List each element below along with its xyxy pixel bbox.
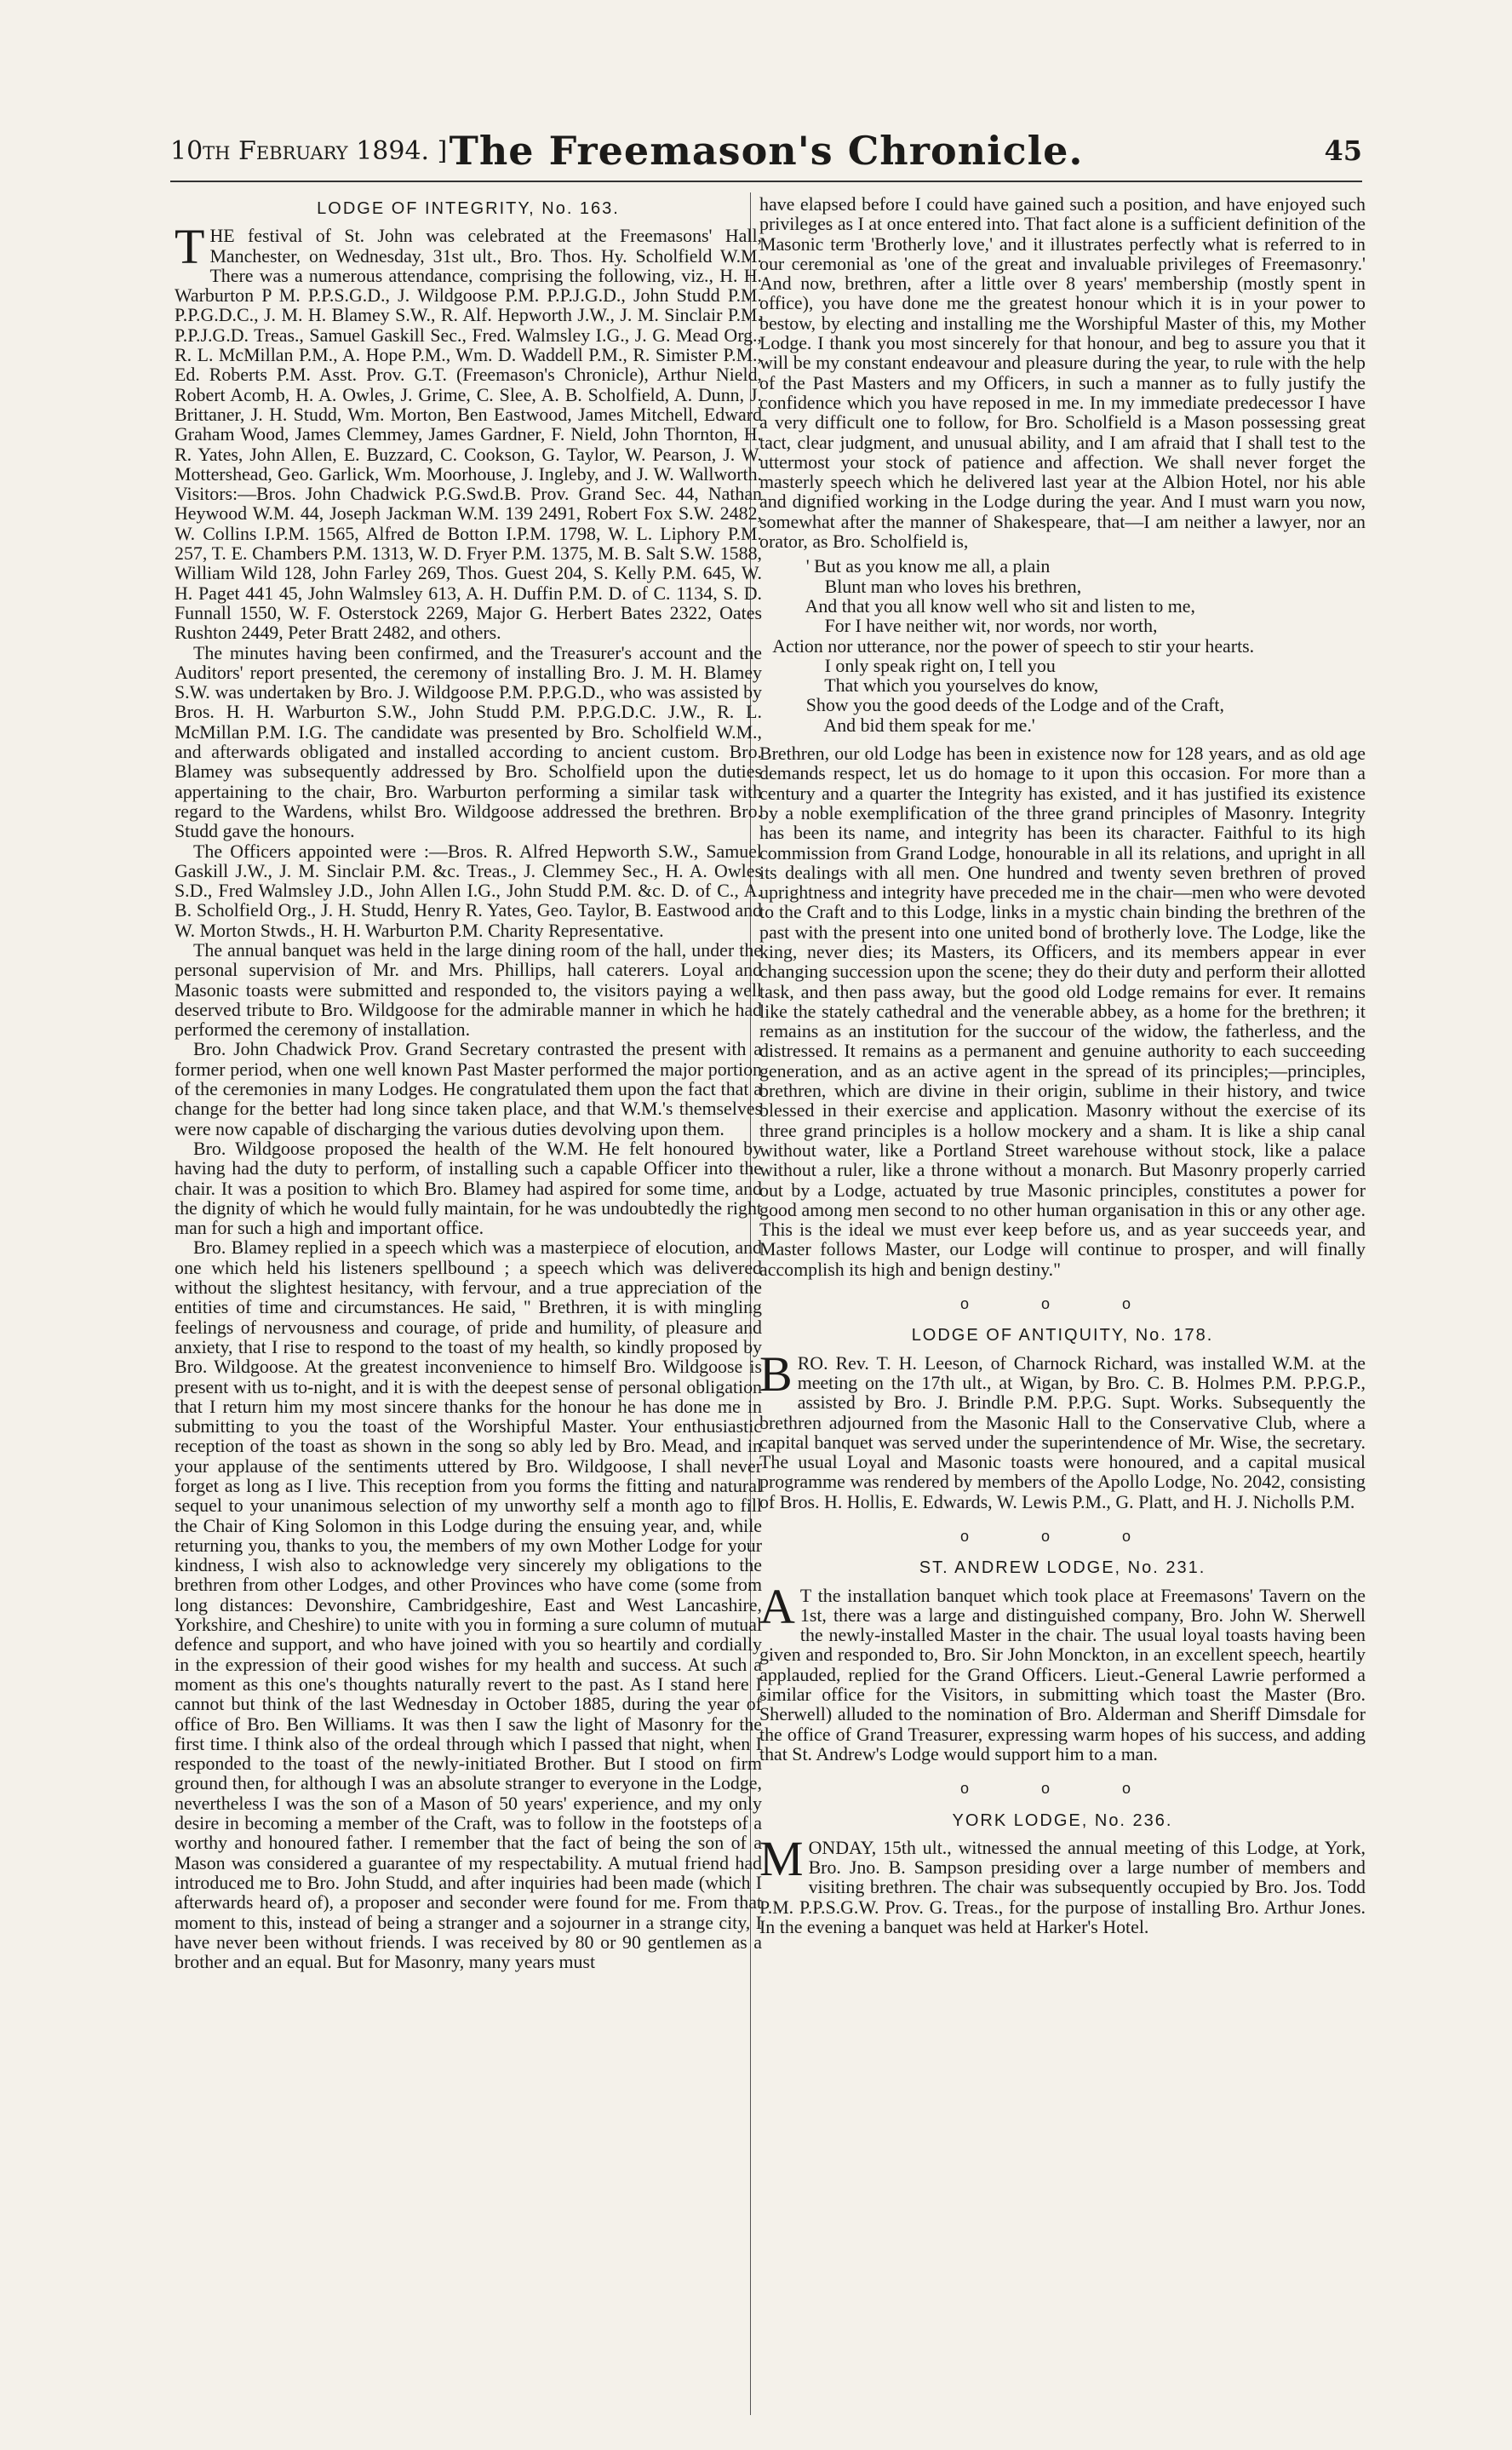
speech-continued: have elapsed before I could have gained such a position, and have enjoyed such privileges as I at once entered into. That fact alone is a sufficient definition of the Masonic term 'Brotherly love,' and it illustrates perfectly what is referred to in our ceremonial as 'one of the great and invaluable privileges of Freemasonry.' And now, brethren, after a little over 8 years' membership (mostly spent in office), you have done me the greatest honour which it is in your power to bestow, by electing and installing me the Worshipful Master of this, my Mother Lodge. I thank you most sincerely for that honour, and beg to assure you that it will be my constant endeavour and pleasure during the year, to rule with the help of the Past Masters and my Officers, in such a manner as to fully justify the confidence which you have reposed in me. In my immediate predecessor I have a very difficult one to follow, for Bro. Scholfield is a Mason possessing great tact, clear judgment, and unusual ability, and I am afraid that I shall test to the uttermost your stock of patience and affection. We shall never forget the masterly speech which he delivered last year at the Albion Hotel, nor his able and dignified working in the Lodge during the year. And I must warn you now, somewhat after the manner of Shakespeare, that—I am neither a lawyer, nor an orator, as Bro. Scholfield is, [759, 194, 1366, 553]
dropcap: T [175, 219, 205, 275]
poem-line: And bid them speak for me.' [759, 714, 1035, 736]
dropcap: B [759, 1345, 793, 1402]
masthead-title: The Freemason's Chronicle. [449, 128, 1084, 174]
antiquity-heading: LODGE OF ANTIQUITY, No. 178. [911, 1326, 1214, 1345]
york-body: MONDAY, 15th ult., witnessed the annual meeting of this Lodge, at York, Bro. Jno. B. Sampson presiding over a large number of members and visiting brethren. The chair was subsequently occupied by Bro. Jos. Todd P.M. P.P.S.G.W. Prov. G. Treas., for the purpose of installing Bro. Arthur Jones. In the evening a banquet was held at Harker's Hotel. [759, 1830, 1366, 1938]
dropcap: A [759, 1578, 795, 1634]
integrity-para-4: The annual banquet was held in the large dining room of the hall, under the personal supervision of Mr. and Mrs. Phillips, hall caterers. Loyal and Masonic toasts were submitted and responded to, the visitors paying a well deserved tribute to Bro. Wildgoose for the admirable manner in which he had performed the ceremony of installation. [175, 938, 762, 1041]
left-column [175, 194, 762, 2425]
poem-line: Blunt man who loves his brethren, [759, 575, 1082, 597]
integrity-para-2: The minutes having been confirmed, and the Treasurer's account and the Auditors' report presented, the ceremony of installing Bro. J. M. H. Blamey S.W. was undertaken by Bro. J. Wildgoose P.M. P.P.G.D., who was assisted by Bros. H. H. Warburton S.W., John Studd P.M. P.P.G.D.C. J.W., R. L. McMillan P.M. I.G. The candidate was presented by Bro. Scholfield W.M., and afterwards obligated and installed according to ancient custom. Bro. Blamey was subsequently addressed by Bro. Scholfield upon the duties appertaining to the chair, Bro. Warburton performing a similar task with regard to the Wardens, whilst Bro. Wildgoose addressed the brethren. Bro. Studd gave the honours. [175, 641, 762, 842]
integrity-para-5: Bro. John Chadwick Prov. Grand Secretary contrasted the present with a former period, when one well known Past Master performed the major portion of the ceremonies in many Lodges. He congratulated them upon the fact that a change for the better had long since taken place, and that W.M.'s themselves were now capable of discharging the various duties devolving upon them. [175, 1038, 762, 1139]
poem-line: That which you yourselves do know, [759, 674, 1099, 697]
poem-line: I only speak right on, I tell you [759, 654, 1056, 676]
section-separator: o o o [959, 1295, 1166, 1313]
header-rule [170, 181, 1362, 182]
antiquity-body: BRO. Rev. T. H. Leeson, of Charnock Richard, was installed W.M. at the meeting on the 17th ult., at Wigan, by Bro. C. B. Holmes P.M. P.P.G.P., assisted by Bro. J. Brindle P.M. P.P.G. Supt. Works. Subsequently the brethren adjourned from the Masonic Hall to the Conservative Club, where a capital banquet was served under the superintendence of Mr. Wise, the secretary. The usual Loyal and Masonic toasts were honoured, and a capital musical programme was rendered by members of the Apollo Lodge, No. 2042, consisting of Bros. H. Hollis, E. Edwards, W. Lewis P.M., G. Platt, and H. J. Nicholls P.M. [759, 1345, 1366, 1512]
issue-date: 10th February 1894. ] [170, 136, 448, 166]
dropcap: M [759, 1830, 804, 1886]
standrew-heading: ST. ANDREW LODGE, No. 231. [919, 1558, 1206, 1578]
section-separator: o o o [959, 1780, 1166, 1798]
standrew-body: A T the installation banquet which took place at Freemasons' Tavern on the 1st, there was a large and distinguished company, Bro. John W. Sherwell the newly-installed Master in the chair. The usual loyal toasts having been given and responded to, Bro. Sir John Monckton, in an excellent speech, heartily applauded, replied for the Grand Officers. Lieut.-General Lawrie performed a similar office for the Visitors, in submitting which toast the Master (Bro. Sherwell) alluded to the nomination of Bro. Alderman and Sheriff Dimsdale for the office of Grand Treasurer, expressing warm hopes of his success, and adding that St. Andrew's Lodge would support him to a man. [759, 1578, 1366, 1764]
poem-line: Action nor utterance, nor the power of speech to stir your hearts. [759, 634, 1255, 657]
section-separator: o o o [959, 1528, 1166, 1545]
poem-line: Show you the good deeds of the Lodge and of the Craft, [759, 694, 1224, 716]
york-heading: YORK LODGE, No. 236. [952, 1810, 1173, 1830]
shakespeare-quote [759, 556, 1366, 735]
integrity-para-1: THE festival of St. John was celebrated at the Freemasons' Hall, Manchester, on Wednesday, 31st ult., Bro. Thos. Hy. Scholfield W.M. There was a numerous attendance, comprising the following, viz., H. H. Warburton P M. P.P.S.G.D., J. Wildgoose P.M. P.P.J.G.D., John Studd P.M. P.P.G.D.C., J. M. H. Blamey S.W., R. Alf. Hepworth J.W., J. M. Sinclair P.M. P.P.J.G.D. Treas., Samuel Gaskill Sec., Fred. Walmsley I.G., J. G. Mead Org., R. L. McMillan P.M., A. Hope P.M., Wm. D. Waddell P.M., R. Simister P.M., Ed. Roberts P.M. Asst. Prov. G.T. (Freemason's Chronicle), Arthur Nield, Robert Acomb, H. A. Owles, J. Grime, C. Slee, A. B. Scholfield, A. Dunn, J. Brittaner, J. H. Studd, Wm. Morton, Ben Eastwood, James Mitchell, Edward Graham Wood, James Clemmey, James Gardner, F. Nield, John Thornton, H. R. Yates, John Allen, E. Buzzard, C. Cookson, G. Taylor, W. Pearson, J. W. Mottershead, Geo. Garlick, Wm. Moorhouse, J. Ingleby, and J. W. Wallworth. Visitors:—Bros. John Chadwick P.G.Swd.B. Prov. Grand Sec. 44, Nathan Heywood W.M. 44, Joseph Jackman W.M. 139 2491, Robert Fox S.W. 2482, W. Collins I.P.M. 1565, Alfred de Botton I.P.M. 1798, W. L. Liphory P.M. 257, T. E. Chambers P.M. 1313, W. D. Fryer P.M. 1375, M. B. Salt S.W. 1588, William Wild 128, John Farley 269, Thos. Guest 204, S. Kelly P.M. 645, W. H. Paget 441 45, John Walmsley 613, A. H. Duffin P.M. D. of C. 1134, S. D. Funnall 1550, W. F. Osterstock 2269, Major G. Herbert Bates 2322, Oates Rushton 2449, Peter Bratt 2482, and others. [175, 219, 762, 644]
poem-line: And that you all know well who sit and listen to me, [759, 594, 1195, 617]
integrity-para-7: Bro. Blamey replied in a speech which was a masterpiece of elocution, and one which held his listeners spellbound ; a speech which was delivered without the slightest hesitancy, with fervour, and a true appreciation of the entities of time and circumstances. He said, " Brethren, it is with mingling feelings of nervousness and courage, of pride and humility, of pleasure and anxiety, that I rise to respond to the toast of my health, so kindly proposed by Bro. Wildgoose. At the greatest inconvenience to himself Bro. Wildgoose is present with us to-night, and it is with the deepest sense of personal obligation that I return him my most sincere thanks for the honour he has done me in submitting to you the toast of the Worshipful Master. Your enthusiastic reception of the toast as shown in the song so ably led by Bro. Mead, and in your applause of the sentiments uttered by Bro. Wildgoose, I shall never forget as long as I live. This reception from you forms the fitting and natural sequel to your unanimous selection of my unworthy self a month ago to fill the Chair of King Solomon in this Lodge during the ensuing year, and, while returning you, thanks to you, the members of my own Mother Lodge for your kindness, I wish also to acknowledge very sincerely my obligations to the brethren from other Lodges, and other Provinces who have come (some from long distances: Devonshire, Cambridgeshire, East and West Lancashire, Yorkshire, and Cheshire) to unite with you in forming a sure column of mutual defence and support, and who have joined with you so heartily and cordially in the expression of their good wishes for my health and success. At such a moment as this one's thoughts naturally revert to the past. As I stand here I cannot but think of the last Wednesday in October 1885, during the year of office of Bro. Ben Williams. It was then I saw the light of Masonry for the first time. I think also of the ordeal through which I passed that night, when I responded to the toast of the newly-initiated Brother. But I stood on firm ground then, for although I was an absolute stranger to everyone in the Lodge, nevertheless I was the son of a Mason of 50 years' experience, and my only desire in becoming a member of the Craft, was to follow in the footsteps of a worthy and honoured father. I remember that the fact of being the son of a Mason was considered a guarantee of my respectability. A mutual friend had introduced me to Bro. John Studd, and after inquiries had been made (which I afterwards heard of), a proposer and seconder were found for me. From that moment to this, instead of being a stranger and a sojourner in a strange city, I have never been without friends. I was received by 80 or 90 gentlemen as a brother and an equal. But for Masonry, many years must [175, 1236, 762, 1973]
integrity-para-3: The Officers appointed were :—Bros. R. Alfred Hepworth S.W., Samuel Gaskill J.W., J. M. Sinclair P.M. &c. Treas., J. Clemmey Sec., H. A. Owles S.D., Fred Walmsley J.D., John Allen I.G., John Studd P.M. &c. D. of C., A. B. Scholfield Org., J. H. Studd, Henry R. Yates, Geo. Taylor, B. Eastwood and W. Morton Stwds., H. H. Warburton P.M. Charity Representative. [175, 840, 762, 941]
integrity-heading: LODGE OF INTEGRITY, No. 163. [317, 199, 620, 218]
poem-line: For I have neither wit, nor words, nor worth, [759, 615, 1158, 637]
right-column [759, 194, 1366, 2425]
integrity-para-6: Bro. Wildgoose proposed the health of the W.M. He felt honoured by having had the duty to perform, of installing such a capable Officer into the chair. It was a position to which Bro. Blamey had aspired for some time, and the dignity of which he would fully maintain, for he was undoubtedly the right man for such a high and important office. [175, 1137, 762, 1239]
page-number: 45 [1324, 135, 1362, 167]
poem-line: ' But as you know me all, a plain [759, 555, 1051, 577]
page-header [170, 128, 1362, 179]
speech-conclusion: Brethren, our old Lodge has been in existence now for 128 years, and as old age demands respect, let us do homage to it upon this occasion. For more than a century and a quarter the Integrity has existed, and it has justified its existence by a noble exemplification of the three grand principles of Masonry. Integrity has been its name, and integrity has been its character. Faithful to its high commission from Grand Lodge, honourable in all its relations, and upright in all its dealings with all men. One hundred and twenty seven brethren of proved uprightness and integrity have preceded me in the chair—men who were devoted to the Craft and to this Lodge, links in a mystic chain binding the brethren of the past with the present into one united bond of brotherly love. The Lodge, like the king, never dies; its Masters, its Officers, and its members appear in ever changing succession upon the scene; they do their duty and perform their allotted task, and then pass away, but the good old Lodge remains for ever. It remains like the stately cathedral and the venerable abbey, as a home for the brethren; it remains as an institution for the succour of the widow, the fatherless, and the distressed. It remains as a permanent and genuine authority to each succeeding generation, and as an active agent in the spread of its principles;—principles, brethren, which are divine in their origin, sublime in their history, and twice blessed in their exercise and application. Masonry without the exercise of its three grand principles is a hollow mockery and a sham. It is like a ship canal without water, like a Portland Street warehouse without stock, like a palace without a ruler, like a throne without a monarch. But Masonry properly carried out by a Lodge, actuated by true Masonic principles, constitutes a power for good among men second to no other human organisation in this or any other age. This is the ideal we must ever keep before us, and as year succeeds year, and Master follows Master, our Lodge will continue to prosper, and will finally accomplish its high and benign destiny." [759, 743, 1366, 1280]
